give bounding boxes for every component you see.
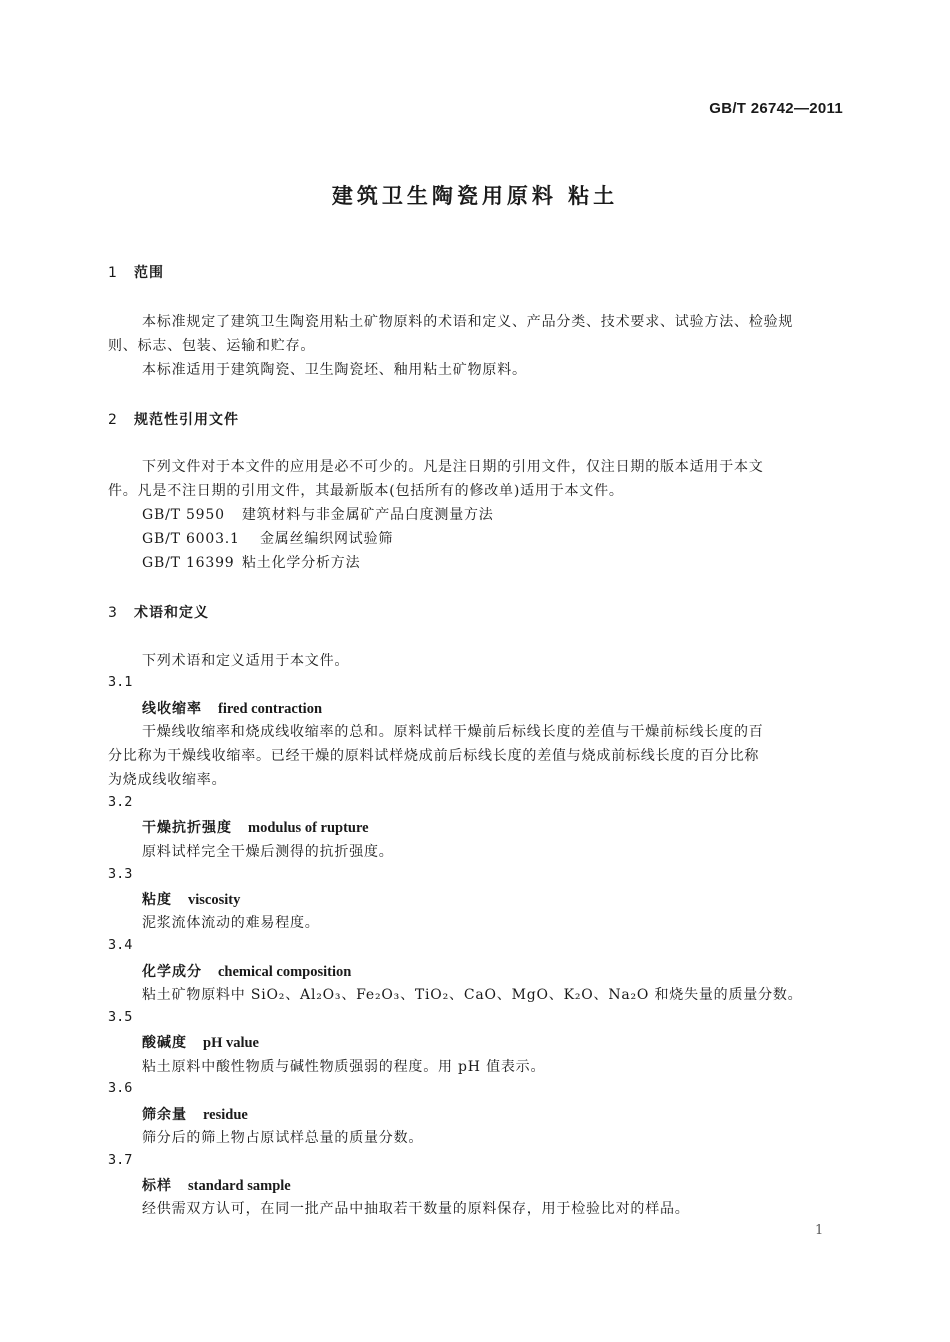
term-number: 3.3 <box>108 866 133 882</box>
reference-item <box>142 503 494 527</box>
term-english: pH value <box>203 1035 259 1051</box>
reference-item <box>142 527 393 551</box>
term-english: residue <box>203 1107 248 1123</box>
term-definition <box>108 720 844 792</box>
term-heading <box>142 1032 259 1052</box>
reference-code: GB/T 6003.1 <box>142 531 240 547</box>
term-english: modulus of rupture <box>248 820 369 836</box>
reference-name: 粘土化学分析方法 <box>242 555 361 571</box>
term-definition: 原料试样完全干燥后测得的抗折强度。 <box>142 844 394 860</box>
term-heading <box>142 817 369 837</box>
term-number: 3.7 <box>108 1152 133 1168</box>
chemical-formula: Al₂O₃ <box>300 987 342 1003</box>
definition-line: 为烧成线收缩率。 <box>108 772 227 788</box>
reference-code: GB/T 16399 <box>142 555 235 571</box>
term-number: 3.6 <box>108 1080 133 1096</box>
term-heading <box>142 961 351 981</box>
reference-name: 金属丝编织网试验筛 <box>260 531 394 547</box>
section-title: 规范性引用文件 <box>134 412 239 428</box>
term-chinese: 粘度 <box>142 892 172 908</box>
scope-line-1: 本标准规定了建筑卫生陶瓷用粘土矿物原料的术语和定义、产品分类、技术要求、试验方法、检验规 <box>142 314 794 330</box>
scope-paragraph-2: 本标准适用于建筑陶瓷、卫生陶瓷坯、釉用粘土矿物原料。 <box>142 362 527 378</box>
chemical-formula: TiO₂ <box>414 987 449 1003</box>
term-number: 3.5 <box>108 1009 133 1025</box>
term-chinese: 酸碱度 <box>142 1035 187 1051</box>
section-number: 2 <box>108 412 117 428</box>
term-number: 3.2 <box>108 794 133 810</box>
term-english: viscosity <box>188 892 241 908</box>
formula-list: SiO₂、Al₂O₃、Fe₂O₃、TiO₂、CaO、MgO、K₂O、Na₂O <box>250 987 650 1003</box>
term-chinese: 化学成分 <box>142 964 202 980</box>
term-number: 3.4 <box>108 937 133 953</box>
term-chinese: 筛余量 <box>142 1107 187 1123</box>
section-title: 术语和定义 <box>134 605 209 621</box>
section-number: 1 <box>108 265 117 281</box>
references-intro <box>108 455 844 503</box>
term-definition: 筛分后的筛上物占原试样总量的质量分数。 <box>142 1130 424 1146</box>
terms-intro: 下列术语和定义适用于本文件。 <box>142 653 350 669</box>
term-heading <box>142 1175 291 1195</box>
references-intro-line-1: 下列文件对于本文件的应用是必不可少的。凡是注日期的引用文件，仅注日期的版本适用于本文 <box>142 459 764 475</box>
section-number: 3 <box>108 605 117 621</box>
term-heading <box>142 698 322 718</box>
term-definition <box>142 983 802 1007</box>
term-english: chemical composition <box>218 964 352 980</box>
term-english: fired contraction <box>218 701 323 717</box>
definition-prefix: 粘土矿物原料中 <box>142 987 251 1003</box>
references-intro-line-2: 件。凡是不注日期的引用文件，其最新版本(包括所有的修改单)适用于本文件。 <box>108 483 624 499</box>
scope-line-2: 则、标志、包装、运输和贮存。 <box>108 338 316 354</box>
chemical-formula: K₂O <box>563 987 594 1003</box>
document-title: 建筑卫生陶瓷用原料 粘土 <box>331 184 619 208</box>
term-chinese: 线收缩率 <box>142 701 202 717</box>
section-title: 范围 <box>134 265 164 281</box>
term-chinese: 标样 <box>142 1178 172 1194</box>
definition-suffix: 和烧失量的质量分数。 <box>649 987 803 1003</box>
reference-name: 建筑材料与非金属矿产品白度测量方法 <box>242 507 494 523</box>
scope-paragraph-1 <box>108 310 844 358</box>
term-number: 3.1 <box>108 674 133 690</box>
term-definition: 泥浆流体流动的难易程度。 <box>142 915 320 931</box>
term-definition: 经供需双方认可，在同一批产品中抽取若干数量的原料保存，用于检验比对的样品。 <box>142 1201 690 1217</box>
term-chinese: 干燥抗折强度 <box>142 820 232 836</box>
standard-number: GB/T 26742—2011 <box>709 100 843 117</box>
page-number: 1 <box>815 1223 824 1238</box>
chemical-formula: Fe₂O₃ <box>356 987 401 1003</box>
reference-code: GB/T 5950 <box>142 507 225 523</box>
reference-item <box>142 551 360 575</box>
chemical-formula: SiO₂ <box>250 987 286 1003</box>
term-heading <box>142 1104 248 1124</box>
section-heading-normative-references <box>108 409 239 429</box>
term-english: standard sample <box>188 1178 291 1194</box>
section-heading-terms <box>108 602 209 622</box>
chemical-formula: Na₂O <box>608 987 650 1003</box>
definition-line: 分比称为干燥线收缩率。已经干燥的原料试样烧成前后标线长度的差值与烧成前标线长度的百分比称 <box>108 748 760 764</box>
definition-line: 干燥线收缩率和烧成线收缩率的总和。原料试样干燥前后标线长度的差值与干燥前标线长度的百 <box>142 724 764 740</box>
chemical-formula: MgO <box>511 987 549 1003</box>
term-definition: 粘土原料中酸性物质与碱性物质强弱的程度。用 pH 值表示。 <box>142 1059 546 1075</box>
section-heading-scope <box>108 262 164 282</box>
chemical-formula: CaO <box>463 987 497 1003</box>
term-heading <box>142 889 240 909</box>
